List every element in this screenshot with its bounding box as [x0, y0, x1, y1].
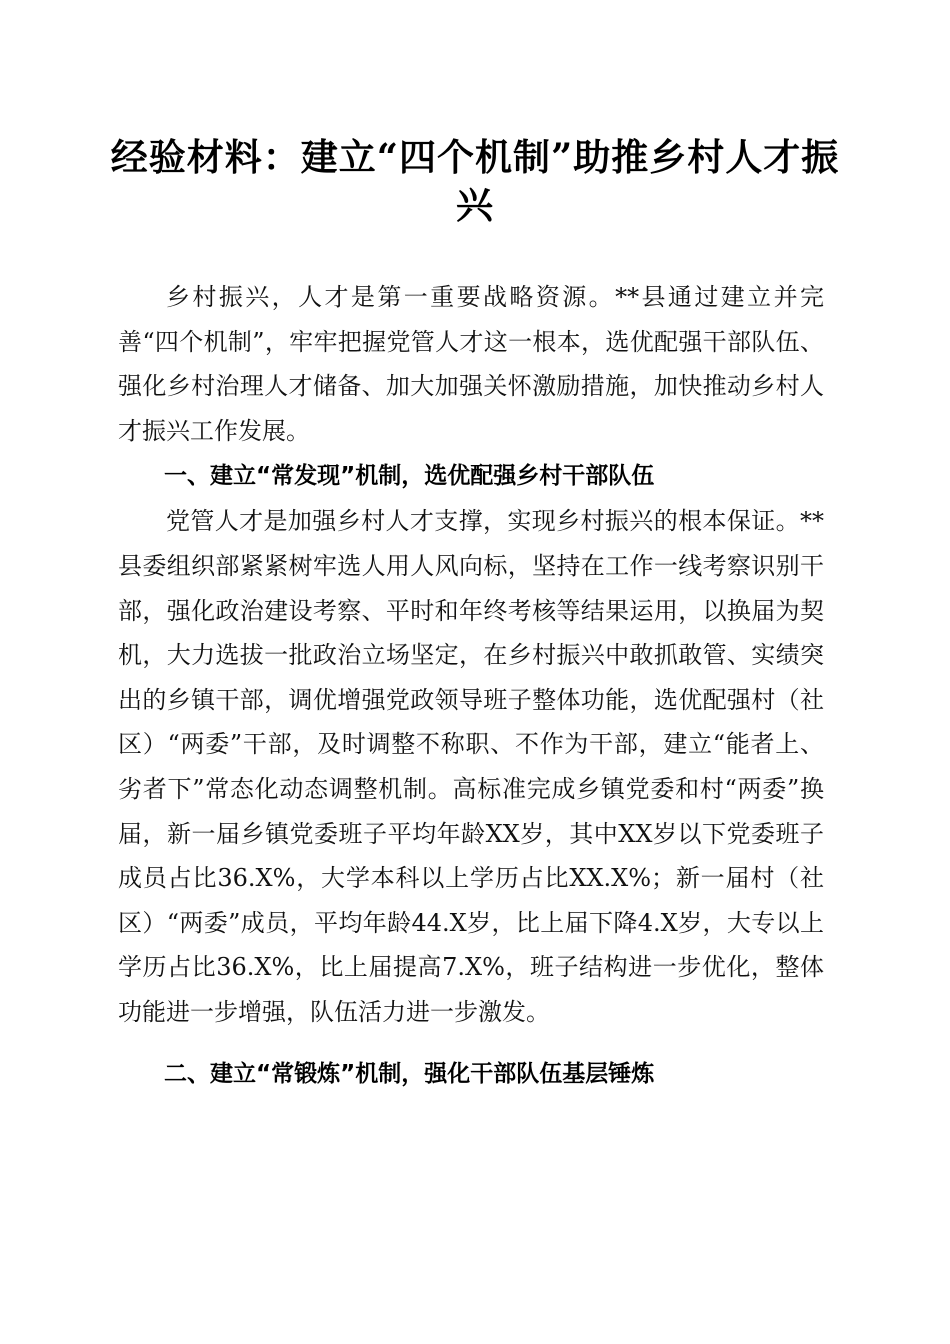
- section-body-1: 党管人才是加强乡村人才支撑，实现乡村振兴的根本保证。**县委组织部紧紧树牢选人用人风向标，坚持在工作一线考察识别干部，强化政治建设考察、平时和年终考核等结果运用，以换届为契机，大力选拔一批政治立场坚定，在乡村振兴中敢抓敢管、实绩突出的乡镇干部，调优增强党政领导班子整体功能，选优配强村（社区）“两委”干部，及时调整不称职、不作为干部，建立“能者上、劣者下”常态化动态调整机制。高标准完成乡镇党委和村“两委”换届，新一届乡镇党委班子平均年龄XX岁，其中XX岁以下党委班子成员占比36.X%，大学本科以上学历占比XX.X%；新一届村（社区）“两委”成员，平均年龄44.X岁，比上届下降4.X岁，大专以上学历占比36.X%，比上届提高7.X%，班子结构进一步优化，整体功能进一步增强，队伍活力进一步激发。: [118, 507, 824, 1026]
- document-title: 经验材料：建立“四个机制”助推乡村人才振兴: [110, 135, 840, 227]
- document-body: [118, 275, 824, 1097]
- section-heading-1: 一、建立“常发现”机制，选优配强乡村干部队伍: [164, 463, 655, 490]
- section-heading-2: 二、建立“常锻炼”机制，强化干部队伍基层锤炼: [164, 1060, 655, 1087]
- intro-paragraph: 乡村振兴，人才是第一重要战略资源。**县通过建立并完善“四个机制”，牢牢把握党管人才这一根本，选优配强干部队伍、强化乡村治理人才储备、加大加强关怀激励措施，加快推动乡村人才振兴工作发展。: [118, 283, 824, 445]
